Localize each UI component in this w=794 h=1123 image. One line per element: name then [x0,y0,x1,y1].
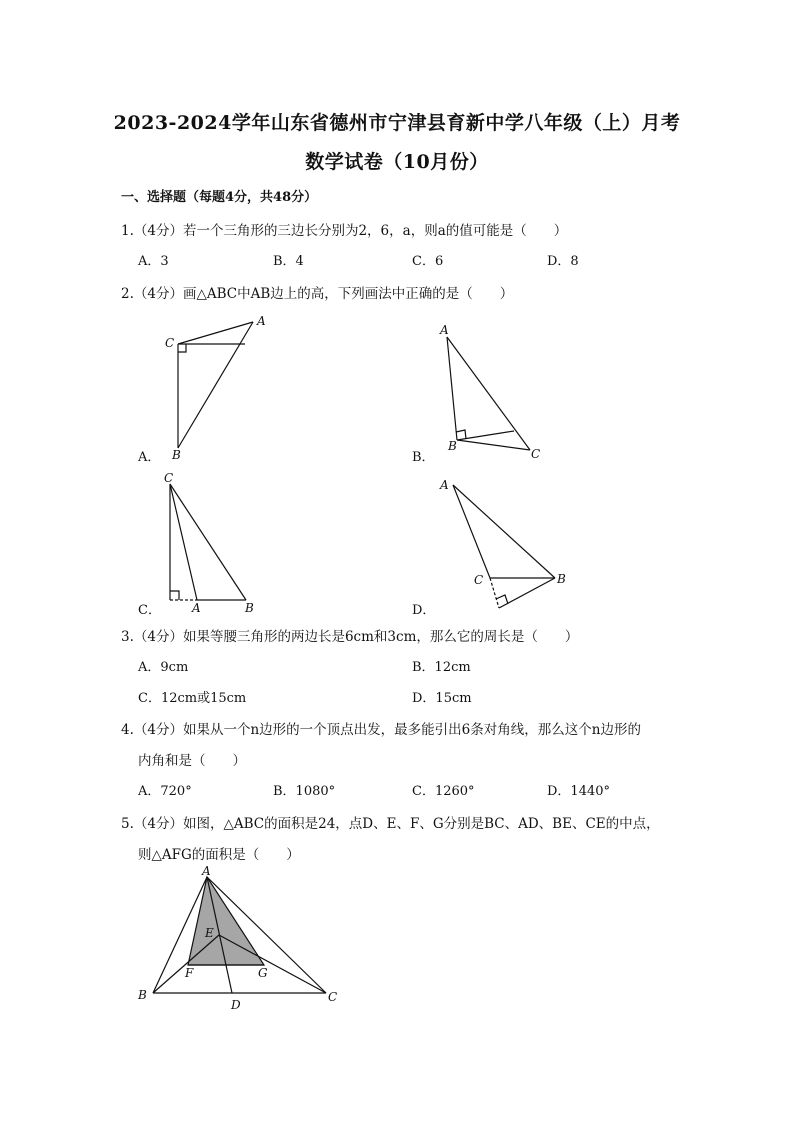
q2-option-c: C． [138,603,161,618]
q2-figure-a [160,310,280,460]
q3-option-b: B．12cm [412,660,471,675]
exam-title-line2: 数学试卷（10月份） [305,151,489,173]
label-b: B [245,601,254,615]
label-b: B [448,439,457,453]
question-1-stem: 1.（4分）若一个三角形的三边长分别为2，6，a，则a的值可能是（ ） [121,223,568,239]
question-3-stem: 3.（4分）如果等腰三角形的两边长是6cm和3cm，那么它的周长是（ ） [121,629,579,645]
label-c: C [328,990,338,1004]
label-c: C [474,573,484,587]
label-b: B [138,988,147,1002]
label-e: E [205,926,214,940]
question-5-stem-line2: 则△AFG的面积是（ ） [138,847,300,863]
label-g: G [258,966,268,980]
label-a: A [440,478,449,492]
question-2-stem: 2.（4分）画△ABC中AB边上的高，下列画法中正确的是（ ） [121,286,514,302]
exam-title-line1: 2023-2024学年山东省德州市宁津县育新中学八年级（上）月考 [113,112,681,134]
q2-option-a: A． [138,450,161,465]
q2-option-b: B． [412,450,435,465]
q2-figure-c [160,470,280,620]
q3-option-a: A．9cm [138,660,189,675]
label-c: C [164,471,174,485]
question-4-stem-line1: 4.（4分）如果从一个n边形的一个顶点出发，最多能引出6条对角线，那么这个n边形的 [121,722,641,738]
q3-option-d: D．15cm [412,691,472,706]
q1-option-d: D．8 [547,254,579,269]
question-4-stem-line2: 内角和是（ ） [138,753,246,769]
q3-option-c: C．12cm或15cm [138,691,247,706]
label-f: F [185,966,194,980]
label-c: C [531,447,541,461]
q1-option-c: C．6 [412,254,444,269]
q4-option-b: B．1080° [273,784,336,799]
q2-figure-d [435,475,575,625]
label-a: A [440,323,449,337]
label-c: C [165,336,175,350]
q4-option-d: D．1440° [547,784,611,799]
q2-figure-b [435,320,555,470]
q5-figure [130,862,350,1017]
label-b: B [172,448,181,462]
q2-option-d: D． [412,603,436,618]
label-d: D [231,998,241,1012]
q1-option-a: A．3 [138,254,169,269]
label-a: A [202,864,211,878]
label-a: A [257,314,266,328]
question-5-stem-line1: 5.（4分）如图，△ABC的面积是24，点D、E、F、G分别是BC、AD、BE、CE的中点， [121,816,660,832]
label-b: B [557,572,566,586]
q4-option-c: C．1260° [412,784,475,799]
section-heading: 一、选择题（每题4分，共48分） [121,190,318,205]
label-a: A [192,601,201,615]
q1-option-b: B．4 [273,254,304,269]
q4-option-a: A．720° [138,784,192,799]
